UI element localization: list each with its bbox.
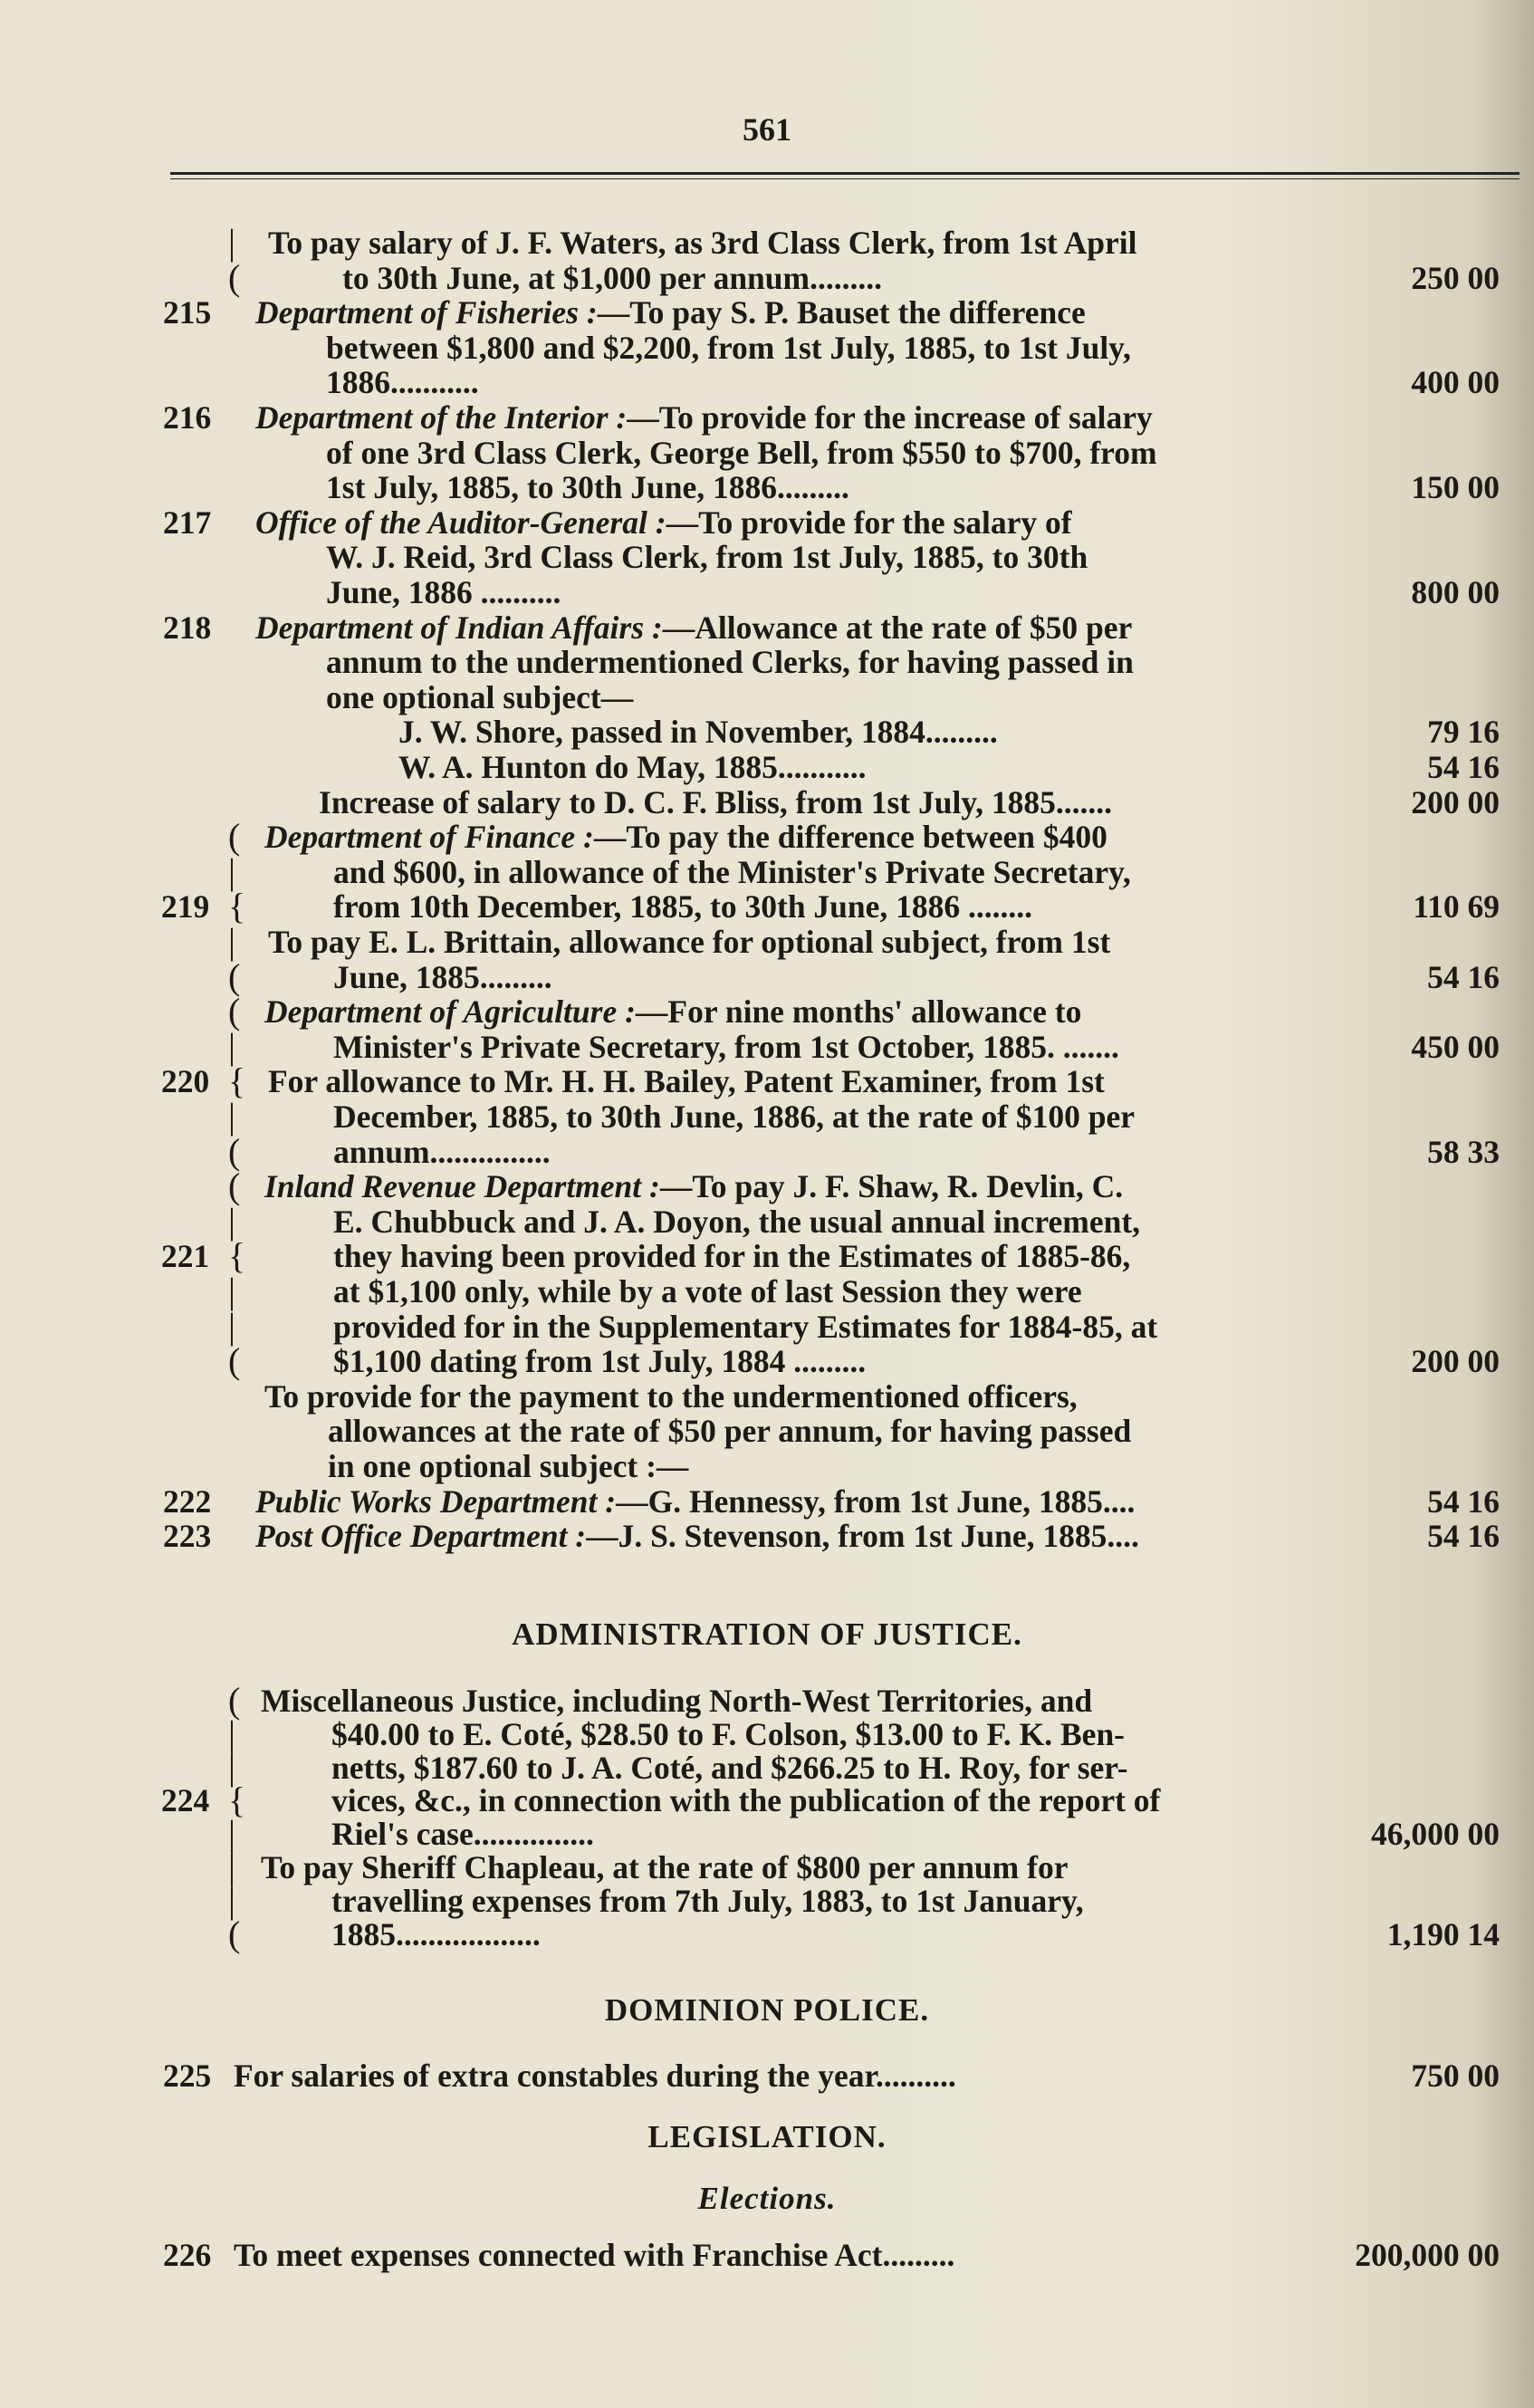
department-name: Department of the Interior : [255,399,628,436]
entry-line [0,435,1534,471]
entry-body: $1,100 dating from 1st July, 1884 ......... [333,1343,867,1380]
department-name: Office of the Auditor-General : [255,504,666,541]
entry-line [0,1448,1534,1484]
header-rule [170,172,1520,175]
entry-body: To meet expenses connected with Franchise Act......... [234,2237,955,2273]
brace-mark: | [228,850,236,892]
entry-body: December, 1885, to 30th June, 1886, at the rate of $100 per [333,1098,1136,1135]
entry-line [0,504,1534,541]
entry-text [333,1238,1130,1274]
entry-body: netts, $187.60 to J. A. Coté, and $266.25 to H. Roy, for ser- [331,1749,1128,1786]
amount: 54 16 [1427,1482,1500,1520]
entry-body: To pay Sheriff Chapleau, at the rate of $800 per annum for [261,1849,1069,1885]
amount: 1,190 14 [1386,1915,1500,1952]
entry-body: allowances at the rate of $50 per annum, for having passed [328,1413,1132,1450]
entry-text [333,1029,1119,1065]
brace-mark: | [228,1305,236,1347]
entry-body: provided for in the Supplementary Estimates for 1884-85, at [333,1308,1158,1345]
entry-body: they having been provided for in the Estimates of 1885-86, [333,1238,1131,1275]
entry-line [0,993,1534,1030]
entry-body: —To pay J. F. Shaw, R. Devlin, C. [659,1168,1124,1205]
entry-line [0,1913,1534,1954]
amount: 46,000 00 [1371,1816,1500,1853]
entry-line [0,364,1534,400]
entry-text [255,504,1072,541]
entry-body: Riel's case............... [331,1816,594,1853]
entry-body: between $1,800 and $2,200, from 1st July, 1885, to 1st July, [326,329,1131,366]
entry-body: from 10th December, 1885, to 30th June, 1886 ........ [333,888,1033,926]
item-number: 225 [163,2058,212,2094]
entry-line [0,1518,1534,1554]
heading-legislation: LEGISLATION. [647,2119,887,2154]
entry-body: of one 3rd Class Clerk, George Bell, from $550 to $700, from [326,434,1157,471]
entry-text [326,644,1134,680]
entry-body: June, 1885......... [333,958,552,995]
entry-text [331,1816,594,1852]
entry-text [268,1063,1105,1099]
entry-body: —Allowance at the rate of $50 per [662,609,1133,646]
entry-line [0,644,1534,680]
page-number: 561 [743,111,791,148]
entry-text [319,784,1112,820]
entry-line [0,679,1534,715]
entry-body: —J. S. Stevenson, from 1st June, 1885.... [586,1518,1139,1555]
entry-body: —G. Hennessy, from 1st June, 1885.... [616,1482,1136,1520]
entry-line [0,816,1534,858]
entry-body: —To provide for the increase of salary [627,399,1153,436]
entry-text [333,959,552,995]
entry-text [342,260,882,296]
entry-body: Increase of salary to D. C. F. Bliss, from 1st July, 1885....... [319,783,1112,820]
entry-text [331,1750,1128,1786]
entry-line [0,1166,1534,1207]
department-name: Department of Agriculture : [264,993,636,1031]
item-number: 220 [161,1063,210,1100]
brace-mark: ( [228,816,241,858]
entry-body: 1886........... [326,364,479,401]
entry-line [0,574,1534,610]
entry-line [0,850,1534,892]
entry-line [0,294,1534,331]
amount: 54 16 [1427,749,1500,785]
brace-mark: ( [228,1680,241,1721]
entry-line [0,1200,1534,1242]
entry-line [0,399,1534,436]
entry-body: June, 1886 .......... [326,574,561,610]
entry-body: —For nine months' allowance to [635,993,1082,1031]
amount: 200,000 00 [1355,2237,1500,2273]
entry-body: and $600, in allowance of the Minister's Private Secretary, [333,853,1131,890]
entry-line [0,1483,1534,1520]
entry-line [0,714,1534,750]
entry-text [398,714,998,750]
entry-body: vices, &c., in connection with the publication of the report of [331,1782,1161,1819]
item-number: 223 [163,1518,212,1555]
entry-text [333,888,1032,925]
brace-mark: | [228,1813,236,1855]
brace-mark: ( [228,955,241,997]
entry-text [268,225,1137,261]
item-number: 224 [161,1782,210,1819]
entry-text [333,1204,1140,1240]
amount: 79 16 [1427,714,1500,751]
entry-body: To pay E. L. Brittain, allowance for optional subject, from 1st [268,924,1111,960]
entry-text [326,364,479,400]
item-number: 218 [163,609,212,646]
brace-mark: ( [228,1130,241,1172]
brace-mark: | [228,1879,236,1921]
entry-body: To provide for the payment to the undermentioned officers, [264,1377,1078,1415]
entry-body: W. J. Reid, 3rd Class Clerk, from 1st July, 1885, to 30th [326,539,1088,576]
amount: 200 00 [1411,783,1500,820]
entry-text [234,2237,954,2273]
entry-text [264,819,1107,855]
item-number: 221 [161,1238,210,1275]
heading-police: DOMINION POLICE. [604,1992,930,2028]
entry-line [0,1130,1534,1172]
entry-line [0,888,1534,925]
entry-text [255,1483,1135,1520]
brace-mark: ( [228,1166,241,1207]
amount: 200 00 [1411,1343,1500,1380]
entry-line [0,2237,1534,2273]
brace-mark: ( [228,1340,241,1382]
brace-mark: | [228,1025,236,1067]
entry-body: $40.00 to E. Coté, $28.50 to F. Colson, $13.00 to F. K. Ben- [331,1715,1126,1752]
entry-text [326,469,849,505]
entry-body: For salaries of extra constables during the year.......... [234,2058,956,2094]
entry-body: in one optional subject :— [328,1448,689,1484]
entry-line [0,955,1534,997]
entry-text [255,294,1086,331]
header-rule-thin [170,178,1520,179]
entry-text [255,399,1153,436]
entry-text [331,1716,1125,1752]
amount: 54 16 [1427,1518,1500,1555]
entry-text [234,2058,956,2094]
entry-text [268,924,1110,960]
entry-text [255,609,1132,646]
entry-body: 1st July, 1885, to 30th June, 1886......... [326,469,849,506]
brace-mark: ( [228,256,241,298]
entry-text [331,1883,1084,1919]
department-name: Public Works Department : [255,1482,617,1520]
entry-body: To pay salary of J. F. Waters, as 3rd Class Clerk, from 1st April [268,225,1137,261]
entry-text [326,539,1088,575]
item-number: 219 [161,888,210,926]
department-name: Inland Revenue Department : [264,1168,660,1205]
entry-text [333,1309,1157,1345]
department-name: Post Office Department : [255,1518,587,1555]
entry-text [333,1134,551,1170]
entry-body: at $1,100 only, while by a vote of last Session they were [333,1273,1082,1310]
amount: 400 00 [1411,364,1500,401]
entry-line [0,1273,1534,1310]
brace-mark: | [228,1096,236,1137]
entry-body: travelling expenses from 7th July, 1883, to 1st January, [331,1882,1084,1919]
brace-mark: | [228,1271,236,1311]
entry-text [328,1448,688,1484]
entry-line [0,222,1534,263]
entry-line [0,1060,1534,1102]
amount: 250 00 [1411,259,1500,296]
entry-text [264,1168,1123,1204]
entry-line [0,1340,1534,1382]
entry-text [326,574,561,610]
entry-text [398,749,867,785]
entry-text [333,1343,866,1379]
entry-line [0,2058,1534,2094]
entry-body: —To pay S. P. Bauset the difference [597,294,1086,331]
amount: 110 69 [1413,888,1500,926]
entry-body: J. W. Shore, passed in November, 1884......... [398,714,998,751]
item-number: 226 [163,2237,212,2273]
entry-line [0,1025,1534,1067]
entry-text [331,1916,541,1952]
department-name: Department of Finance : [264,819,594,856]
amount: 750 00 [1411,2058,1500,2094]
brace-mark: { [228,1235,246,1277]
entry-text [326,330,1131,366]
brace-mark: { [228,1780,246,1821]
entry-text [333,1098,1135,1135]
entry-body: —To provide for the salary of [666,504,1072,541]
department-name: Department of Indian Affairs : [255,609,663,646]
entry-line [0,469,1534,505]
entry-line [0,330,1534,366]
item-number: 215 [163,294,212,331]
entry-body: one optional subject— [326,678,634,715]
entry-text [255,1518,1139,1554]
heading-elections: Elections. [697,2181,837,2216]
entry-text [326,679,633,715]
brace-mark: ( [228,1913,241,1954]
entry-line [0,749,1534,785]
entry-line [0,539,1534,575]
entry-text [264,993,1081,1030]
entry-line [0,256,1534,298]
item-number: 222 [163,1482,212,1520]
entry-body: E. Chubbuck and J. A. Doyon, the usual annual increment, [333,1203,1141,1240]
entry-line [0,921,1534,962]
entry-text [333,1273,1082,1310]
brace-mark: | [228,1847,236,1887]
entry-body: Miscellaneous Justice, including North-West Territories, and [261,1683,1093,1719]
amount: 58 33 [1427,1133,1500,1170]
brace-mark: ( [228,991,241,1032]
entry-body: to 30th June, at $1,000 per annum......... [342,259,882,296]
brace-mark: { [228,886,246,927]
amount: 800 00 [1411,574,1500,610]
entry-body: Minister's Private Secretary, from 1st October, 1885. ....... [333,1028,1119,1065]
item-number: 216 [163,399,212,436]
entry-body: 1885.................. [331,1915,541,1952]
entry-line [0,784,1534,820]
entry-body: —To pay the difference between $400 [593,819,1107,856]
entry-line [0,609,1534,646]
entry-body: W. A. Hunton do May, 1885........... [398,749,867,785]
amount: 54 16 [1427,958,1500,995]
item-number: 217 [163,504,212,541]
entry-text [328,1413,1131,1449]
brace-mark: { [228,1060,246,1102]
entry-text [264,1378,1078,1415]
brace-mark: | [228,1746,236,1788]
entry-text [326,435,1157,471]
entry-text [333,854,1131,890]
department-name: Department of Fisheries : [255,294,598,331]
amount: 450 00 [1411,1028,1500,1065]
brace-mark: | [228,921,236,962]
entry-text [331,1782,1160,1818]
entry-text [261,1683,1092,1719]
amount: 150 00 [1411,469,1500,506]
brace-mark: | [228,222,236,263]
entry-line [0,1305,1534,1347]
entry-line [0,1378,1534,1415]
entry-line [0,1235,1534,1277]
heading-justice: ADMINISTRATION OF JUSTICE. [512,1617,1022,1652]
entry-body: annum............... [333,1133,551,1170]
entry-body: For allowance to Mr. H. H. Bailey, Patent Examiner, from 1st [268,1063,1105,1100]
entry-body: annum to the undermentioned Clerks, for having passed in [326,644,1134,681]
entry-line [0,1413,1534,1449]
entry-line [0,1098,1534,1135]
entry-text [261,1849,1068,1885]
brace-mark: | [228,1200,236,1242]
brace-mark: | [228,1712,236,1754]
